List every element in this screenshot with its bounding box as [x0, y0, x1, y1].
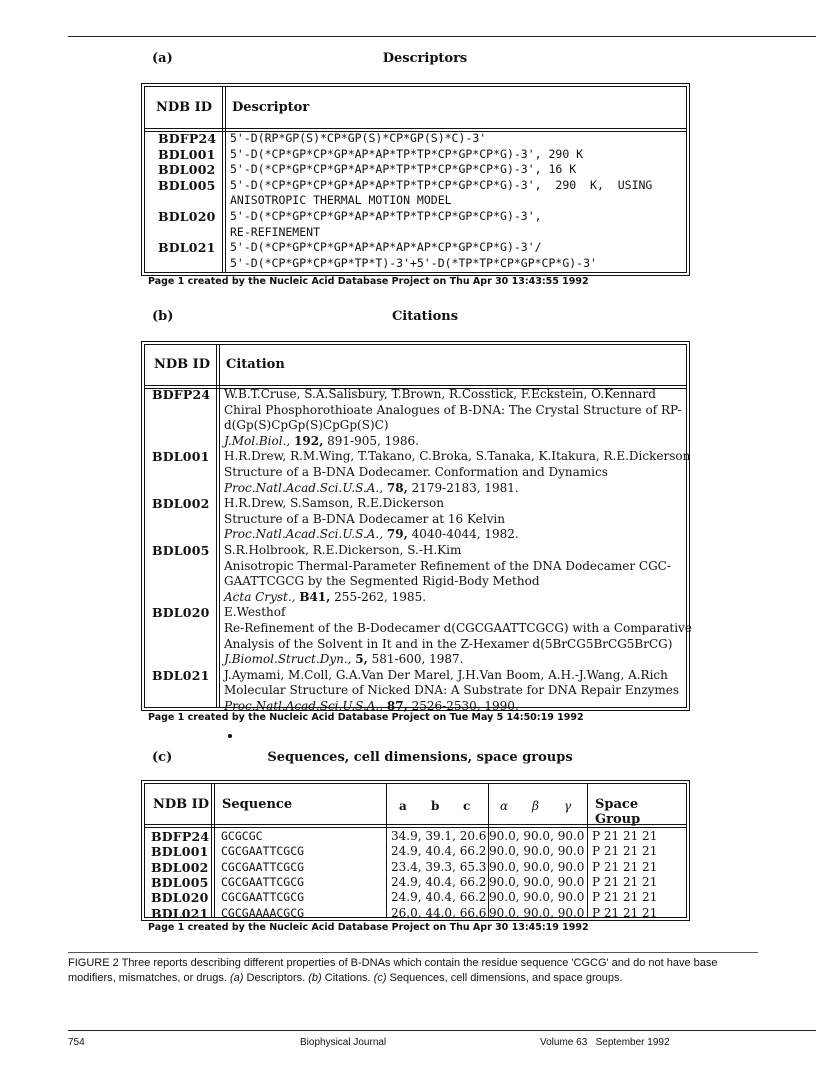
descriptor-line: RE-REFINEMENT	[230, 224, 321, 239]
citation-authors: S.R.Holbrook, R.E.Dickerson, S.-H.Kim	[224, 543, 462, 557]
citation-authors: J.Aymami, M.Coll, G.A.Van Der Marel, J.H.Van Boom, A.H.-J.Wang, A.Rich	[224, 667, 668, 682]
citation-reference	[224, 590, 426, 604]
citation-title: Structure of a B-DNA Dodecamer. Conformation and Dynamics	[224, 465, 608, 479]
citation-volume: 192,	[294, 433, 324, 448]
seq-cell-abc: 26.0, 44.0, 66.6	[391, 905, 487, 920]
citation-pages: 2179-2183, 1981.	[411, 480, 519, 495]
citation-title: Structure of a B-DNA Dodecamer at 16 Kelvin	[224, 511, 505, 526]
seq-cell-angles: 90.0, 90.0, 90.0	[489, 859, 585, 874]
citation-journal: Proc.Natl.Acad.Sci.U.S.A.,	[224, 527, 384, 542]
seq-cell-abc: 24.9, 40.4, 66.2	[391, 844, 487, 859]
caption-text: Three reports describing different properties of B-DNAs which contain the residue sequence 'CGCG' and do not have base modifiers, mismatches, or drugs.	[68, 957, 718, 984]
descriptor-ndb-id: BDFP24	[158, 131, 217, 146]
panel-c-footer: Page 1 created by the Nucleic Acid Database Project on Thu Apr 30 13:45:19 1992	[148, 922, 589, 933]
citation-journal: J.Biomol.Struct.Dyn.,	[224, 652, 352, 667]
seq-cell-abc: 23.4, 39.3, 65.3	[391, 859, 487, 874]
seq-cell-abc: 24.9, 40.4, 66.2	[391, 874, 487, 889]
citation-pages: 2526-2530, 1990.	[411, 699, 519, 713]
citation-volume: 78,	[386, 480, 408, 495]
descriptor-ndb-id: BDL021	[158, 240, 216, 256]
panel-c-label: (c)	[152, 750, 173, 765]
citation-pages: 891-905, 1986.	[327, 433, 419, 448]
citation-ndb-id: BDL021	[152, 667, 210, 683]
descriptor-line: 5'-D(*CP*GP*CP*GP*AP*AP*TP*TP*CP*GP*CP*G)-3', 16 K	[230, 162, 577, 177]
citation-ndb-id: BDL002	[152, 496, 210, 512]
caption-b-label: (b)	[308, 972, 322, 984]
citations-header-id: NDB ID	[154, 357, 211, 372]
seq-ndb-id: BDL001	[151, 844, 209, 860]
seq-sequence: CGCGAATTCGCG	[221, 859, 305, 874]
panel-a-label: (a)	[152, 51, 173, 66]
caption-c-label: (c)	[373, 972, 387, 984]
seq-header-a: a	[399, 799, 407, 813]
descriptor-ndb-id: BDL005	[158, 177, 216, 193]
seq-space-group: P 21 21 21	[592, 829, 658, 843]
descriptor-line: ANISOTROPIC THERMAL MOTION MODEL	[230, 193, 452, 208]
stray-dot	[228, 734, 232, 738]
citation-title: d(Gp(S)CpGp(S)CpGp(S)C)	[224, 418, 389, 433]
citation-title: Re-Refinement of the B-Dodecamer d(CGCGAATTCGCG) with a Comparative	[224, 621, 692, 635]
descriptors-header-id: NDB ID	[156, 100, 213, 115]
journal-name: Biophysical Journal	[300, 1037, 387, 1048]
seq-sequence: CGCGAATTCGCG	[221, 874, 305, 889]
descriptor-line: 5'-D(*CP*GP*CP*GP*AP*AP*TP*TP*CP*GP*CP*G)-3', 290 K	[230, 146, 584, 161]
panel-b-label: (b)	[152, 309, 174, 324]
caption-a-label: (a)	[230, 972, 244, 984]
descriptor-ndb-id: BDL001	[158, 146, 216, 162]
caption-b-text: Citations.	[321, 972, 374, 984]
seq-header-seq: Sequence	[222, 797, 293, 812]
panel-a-footer: Page 1 created by the Nucleic Acid Database Project on Thu Apr 30 13:43:55 1992	[148, 276, 589, 287]
citation-authors: W.B.T.Cruse, S.A.Salisbury, T.Brown, R.Cosstick, F.Eckstein, O.Kennard	[224, 387, 656, 401]
top-rule	[68, 36, 816, 37]
citation-reference	[224, 527, 519, 541]
figure-label: FIGURE 2	[68, 957, 119, 969]
seq-space-group: P 21 21 21	[592, 890, 658, 905]
caption-rule	[68, 952, 758, 953]
citation-title: Molecular Structure of Nicked DNA: A Substrate for DNA Repair Enzymes	[224, 683, 680, 698]
citation-journal: Proc.Natl.Acad.Sci.U.S.A.,	[224, 699, 384, 713]
citation-volume: 79,	[386, 527, 408, 542]
seq-header-alpha: α	[500, 799, 509, 813]
citation-title: Anisotropic Thermal-Parameter Refinement of the DNA Dodecamer CGC-	[224, 558, 671, 573]
caption-c-text: Sequences, cell dimensions, and space groups.	[386, 972, 623, 984]
page-number: 754	[68, 1037, 85, 1048]
seq-space-group: P 21 21 21	[592, 844, 658, 859]
panel-c-title: Sequences, cell dimensions, space groups	[267, 750, 573, 765]
descriptor-line: 5'-D(*CP*GP*CP*GP*AP*AP*AP*AP*CP*GP*CP*G)-3'/	[230, 240, 542, 255]
citation-ndb-id: BDL005	[152, 543, 210, 558]
journal-issue: Volume 63 September 1992	[540, 1037, 670, 1048]
descriptor-ndb-id: BDL020	[158, 209, 216, 224]
figure-caption	[68, 956, 768, 986]
descriptor-line: 5'-D(*CP*GP*CP*GP*TP*T)-3'+5'-D(*TP*TP*CP*GP*CP*G)-3'	[230, 255, 597, 270]
seq-ndb-id: BDL002	[151, 859, 209, 875]
seq-space-group: P 21 21 21	[592, 859, 658, 874]
seq-sequence: CGCGAAAACGCG	[221, 905, 305, 920]
citation-title: GAATTCGCG by the Segmented Rigid-Body Method	[224, 574, 540, 589]
citation-reference	[224, 434, 419, 448]
citation-volume: 87,	[386, 699, 408, 713]
citation-ndb-id: BDL020	[152, 605, 210, 621]
citation-authors: H.R.Drew, S.Samson, R.E.Dickerson	[224, 496, 444, 511]
citation-journal: Acta Cryst.,	[224, 589, 296, 604]
seq-header-sg: Space Group	[595, 797, 641, 827]
citation-title: Analysis of the Solvent in It and in the Z-Hexamer d(5BrCG5BrCG5BrCG)	[224, 636, 673, 651]
seq-cell-angles: 90.0, 90.0, 90.0	[489, 890, 585, 905]
panel-b-title: Citations	[391, 309, 459, 324]
citation-pages: 581-600, 1987.	[371, 652, 464, 667]
citation-reference	[224, 699, 519, 713]
bottom-rule	[68, 1030, 816, 1031]
citation-journal: Proc.Natl.Acad.Sci.U.S.A.,	[224, 480, 384, 495]
citation-pages: 255-262, 1985.	[334, 589, 427, 604]
seq-header-gamma: γ	[564, 799, 572, 813]
citation-ndb-id: BDFP24	[152, 387, 211, 402]
citation-title: Chiral Phosphorothioate Analogues of B-DNA: The Crystal Structure of RP-	[224, 402, 682, 417]
seq-cell-abc: 34.9, 39.1, 20.6	[391, 829, 487, 843]
citation-reference	[224, 481, 519, 495]
citation-journal: J.Mol.Biol.,	[224, 433, 291, 448]
citation-pages: 4040-4044, 1982.	[411, 527, 519, 542]
citation-authors: E.Westhof	[224, 605, 286, 620]
seq-cell-angles: 90.0, 90.0, 90.0	[489, 874, 585, 889]
descriptor-line: 5'-D(*CP*GP*CP*GP*AP*AP*TP*TP*CP*GP*CP*G)-3',	[230, 209, 542, 223]
descriptor-ndb-id: BDL002	[158, 162, 216, 178]
seq-sequence: GCGCGC	[221, 829, 263, 843]
descriptors-header-desc: Descriptor	[232, 100, 310, 115]
citation-ndb-id: BDL001	[152, 449, 210, 465]
seq-space-group: P 21 21 21	[592, 905, 658, 920]
seq-cell-angles: 90.0, 90.0, 90.0	[489, 844, 585, 859]
citation-authors: H.R.Drew, R.M.Wing, T.Takano, C.Broka, S.Tanaka, K.Itakura, R.E.Dickerson	[224, 449, 691, 464]
seq-header-beta: β	[532, 799, 539, 813]
seq-header-c: c	[463, 799, 471, 813]
descriptor-line: 5'-D(RP*GP(S)*CP*GP(S)*CP*GP(S)*C)-3'	[230, 131, 487, 145]
seq-cell-angles: 90.0, 90.0, 90.0	[489, 829, 585, 843]
citation-reference	[224, 652, 464, 666]
caption-a-text: Descriptors.	[243, 972, 309, 984]
citation-volume: B41,	[299, 589, 331, 604]
seq-ndb-id: BDL020	[151, 890, 209, 906]
seq-ndb-id: BDL005	[151, 874, 209, 890]
seq-cell-angles: 90.0, 90.0, 90.0	[489, 905, 585, 920]
seq-ndb-id: BDFP24	[151, 829, 210, 844]
seq-cell-abc: 24.9, 40.4, 66.2	[391, 890, 487, 905]
seq-header-id: NDB ID	[153, 797, 210, 812]
seq-header-b: b	[431, 799, 440, 813]
seq-space-group: P 21 21 21	[592, 874, 658, 889]
descriptor-line: 5'-D(*CP*GP*CP*GP*AP*AP*TP*TP*CP*GP*CP*G)-3', 290 K, USING	[230, 177, 653, 192]
citations-header-cit: Citation	[226, 357, 285, 372]
citation-volume: 5,	[355, 652, 368, 667]
panel-a-title: Descriptors	[382, 51, 468, 66]
seq-sequence: CGCGAATTCGCG	[221, 844, 305, 859]
seq-sequence: CGCGAATTCGCG	[221, 890, 305, 905]
seq-ndb-id: BDL021	[151, 905, 209, 921]
panel-b-footer: Page 1 created by the Nucleic Acid Database Project on Tue May 5 14:50:19 1992	[148, 712, 584, 723]
